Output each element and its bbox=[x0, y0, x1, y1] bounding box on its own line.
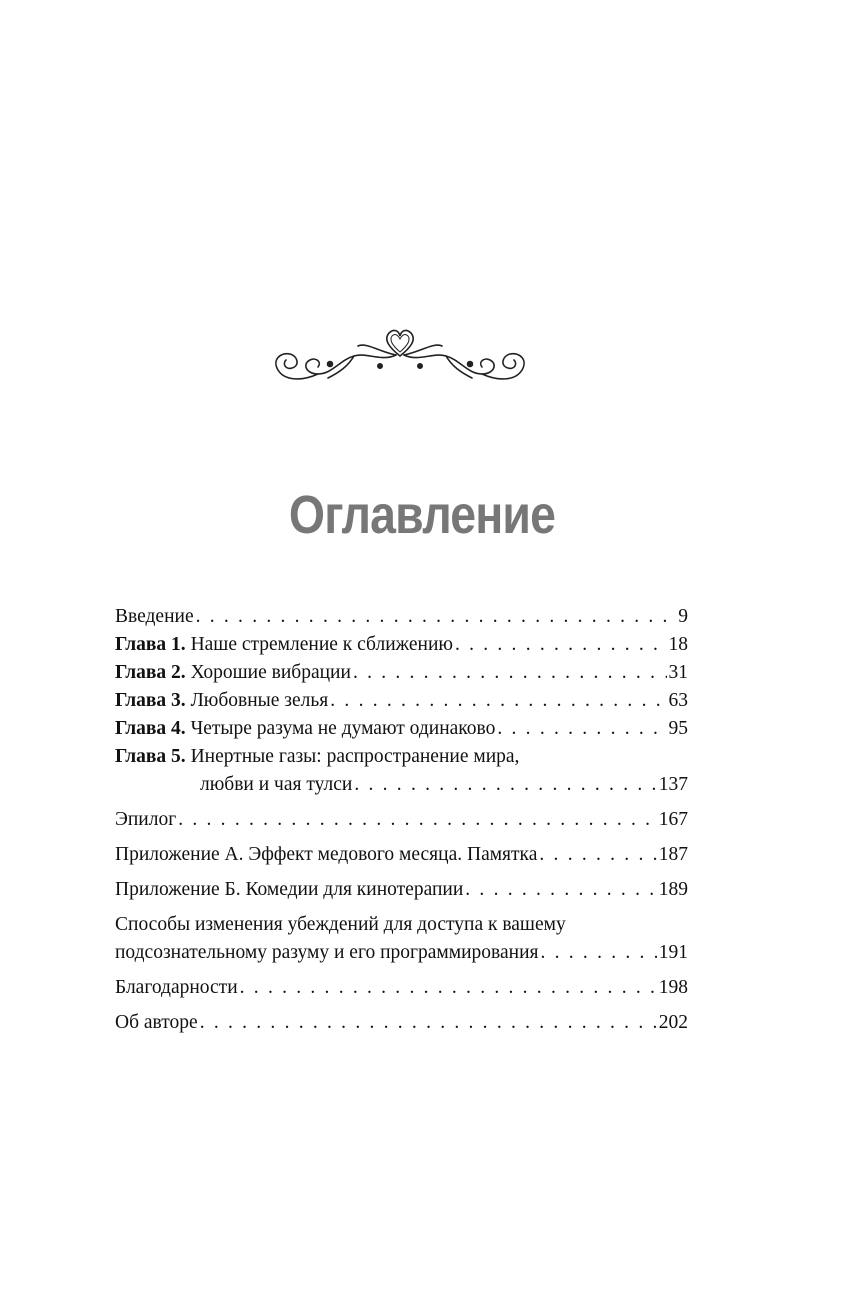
toc-entry-title: Благодарности bbox=[115, 977, 238, 998]
toc-entry-introduction bbox=[115, 603, 688, 631]
page-title: Оглавление bbox=[288, 485, 556, 545]
toc-page-number: 191 bbox=[658, 942, 688, 963]
heart-flourish-ornament bbox=[270, 322, 530, 397]
toc-page-number: 137 bbox=[658, 774, 688, 795]
dot-leader bbox=[330, 687, 666, 715]
chapter-label: Глава 1. bbox=[115, 634, 186, 655]
dot-leader bbox=[539, 841, 656, 869]
toc-entry-title-line-2: любви и чая тулси bbox=[200, 774, 353, 795]
toc-page-number: 63 bbox=[668, 690, 688, 711]
toc-entry-title-line-1: Инертные газы: распространение мира, bbox=[190, 746, 520, 767]
dot-leader bbox=[240, 974, 657, 1002]
toc-entry-chapter-4 bbox=[115, 715, 688, 743]
chapter-label: Глава 5. bbox=[115, 746, 186, 767]
toc-entry-epilogue bbox=[115, 806, 688, 834]
toc-entry-chapter-2 bbox=[115, 659, 688, 687]
toc-entry-title: Введение bbox=[115, 606, 194, 627]
toc-entry-appendix-a bbox=[115, 841, 688, 869]
toc-entry-chapter-1 bbox=[115, 631, 688, 659]
chapter-label: Глава 2. bbox=[115, 662, 186, 683]
table-of-contents bbox=[115, 603, 688, 1037]
toc-page-number: 187 bbox=[658, 844, 688, 865]
toc-entry-chapter-3 bbox=[115, 687, 688, 715]
toc-page-number: 9 bbox=[678, 606, 688, 627]
dot-leader bbox=[178, 806, 657, 834]
toc-entry-title: Хорошие вибрации bbox=[190, 662, 351, 683]
toc-entry-acknowledgments bbox=[115, 974, 688, 1002]
toc-page-number: 18 bbox=[668, 634, 688, 655]
toc-page-number: 31 bbox=[668, 662, 688, 683]
toc-page-number: 167 bbox=[658, 809, 688, 830]
toc-entry-title: Наше стремление к сближению bbox=[190, 634, 453, 655]
toc-entry-title: Эпилог bbox=[115, 809, 177, 830]
toc-page-number: 198 bbox=[658, 977, 688, 998]
toc-entry-title: Четыре разума не думают одинаково bbox=[190, 718, 496, 739]
toc-page-number: 95 bbox=[668, 718, 688, 739]
toc-entry-belief-methods bbox=[115, 911, 688, 939]
dot-leader bbox=[353, 659, 667, 687]
toc-entry-title: Приложение Б. Комедии для кинотерапии bbox=[115, 879, 464, 900]
toc-entry-appendix-b bbox=[115, 876, 688, 904]
toc-entry-title: Об авторе bbox=[115, 1012, 198, 1033]
dot-leader bbox=[465, 876, 656, 904]
dot-leader bbox=[497, 715, 666, 743]
chapter-label: Глава 4. bbox=[115, 718, 186, 739]
chapter-label: Глава 3. bbox=[115, 690, 186, 711]
dot-leader bbox=[455, 631, 667, 659]
toc-entry-belief-methods-continuation bbox=[115, 939, 688, 967]
toc-entry-chapter-5-continuation bbox=[115, 771, 688, 799]
toc-page-number: 202 bbox=[658, 1012, 688, 1033]
toc-entry-title: Любовные зелья bbox=[190, 690, 329, 711]
dot-leader bbox=[196, 603, 677, 631]
toc-entry-title: Приложение А. Эффект медового месяца. Памятка bbox=[115, 844, 538, 865]
dot-leader bbox=[200, 1009, 657, 1037]
toc-entry-title-line-2: подсознательному разуму и его программирования bbox=[115, 942, 539, 963]
dot-leader bbox=[540, 939, 656, 967]
toc-entry-about-author bbox=[115, 1009, 688, 1037]
toc-entry-title-line-1: Способы изменения убеждений для доступа к вашему bbox=[115, 914, 566, 935]
dot-leader bbox=[354, 771, 656, 799]
toc-page-number: 189 bbox=[658, 879, 688, 900]
toc-entry-chapter-5 bbox=[115, 743, 688, 771]
